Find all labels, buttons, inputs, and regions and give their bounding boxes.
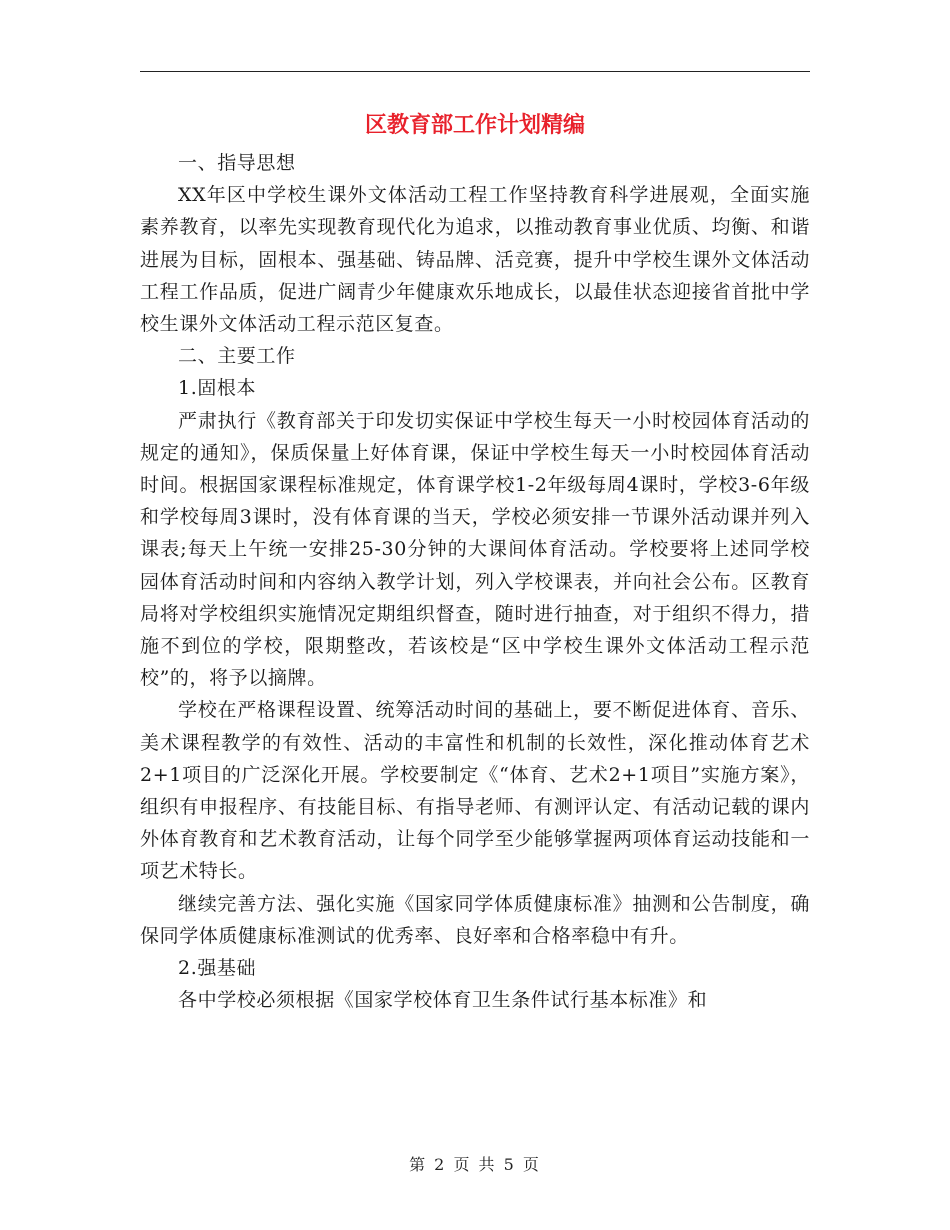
header-rule [140,71,810,72]
page-number-footer: 第 2 页 共 5 页 [409,1155,541,1174]
body-paragraph: 继续完善方法、强化实施《国家同学体质健康标准》抽测和公告制度，确保同学体质健康标准测试的优秀率、良好率和合格率稳中有升。 [140,892,810,947]
body-paragraph: 学校在严格课程设置、统筹活动时间的基础上，要不断促进体育、音乐、美术课程教学的有效性、活动的丰富性和机制的长效性，深化推动体育艺术2+1项目的广泛深化开展。学校要制定《“体育、艺术2+1项目”实施方案》，组织有申报程序、有技能目标、有指导老师、有测评认定、有活动记载的课内外体育教育和艺术教育活动，让每个同学至少能够掌握两项体育运动技能和一项艺术特长。 [140,699,810,883]
section-heading-main-work: 二、主要工作 [178,345,296,368]
document-title: 区教育部工作计划精编 [364,112,585,138]
section-heading-guiding-ideology: 一、指导思想 [178,152,296,174]
subsection-heading: 1.固根本 [178,377,257,400]
document-body [140,147,810,1016]
body-paragraph: 各中学校必须根据《国家学校体育卫生条件试行基本标准》和 [178,989,708,1012]
body-paragraph: 严肃执行《教育部关于印发切实保证中学校生每天一小时校园体育活动的规定的通知》，保质保量上好体育课，保证中学校生每天一小时校园体育活动时间。根据国家课程标准规定，体育课学校1-2年级每周4课时，学校3-6年级和学校每周3课时，没有体育课的当天，学校必须安排一节课外活动课并列入课表;每天上午统一安排25-30分钟的大课间体育活动。学校要将上述同学校园体育活动时间和内容纳入教学计划，列入学校课表，并向社会公布。区教育局将对学校组织实施情况定期组织督查，随时进行抽查，对于组织不得力，措施不到位的学校，限期整改，若该校是“区中学校生课外文体活动工程示范校”的，将予以摘牌。 [140,409,810,690]
body-paragraph: XX年区中学校生课外文体活动工程工作坚持教育科学进展观，全面实施素养教育，以率先实现教育现代化为追求，以推动教育事业优质、均衡、和谐进展为目标，固根本、强基础、铸品牌、活竞赛，提升中学校生课外文体活动工程工作品质，促进广阔青少年健康欢乐地成长，以最佳状态迎接省首批中学校生课外文体活动工程示范区复查。 [140,184,810,336]
subsection-heading: 2.强基础 [178,957,257,980]
